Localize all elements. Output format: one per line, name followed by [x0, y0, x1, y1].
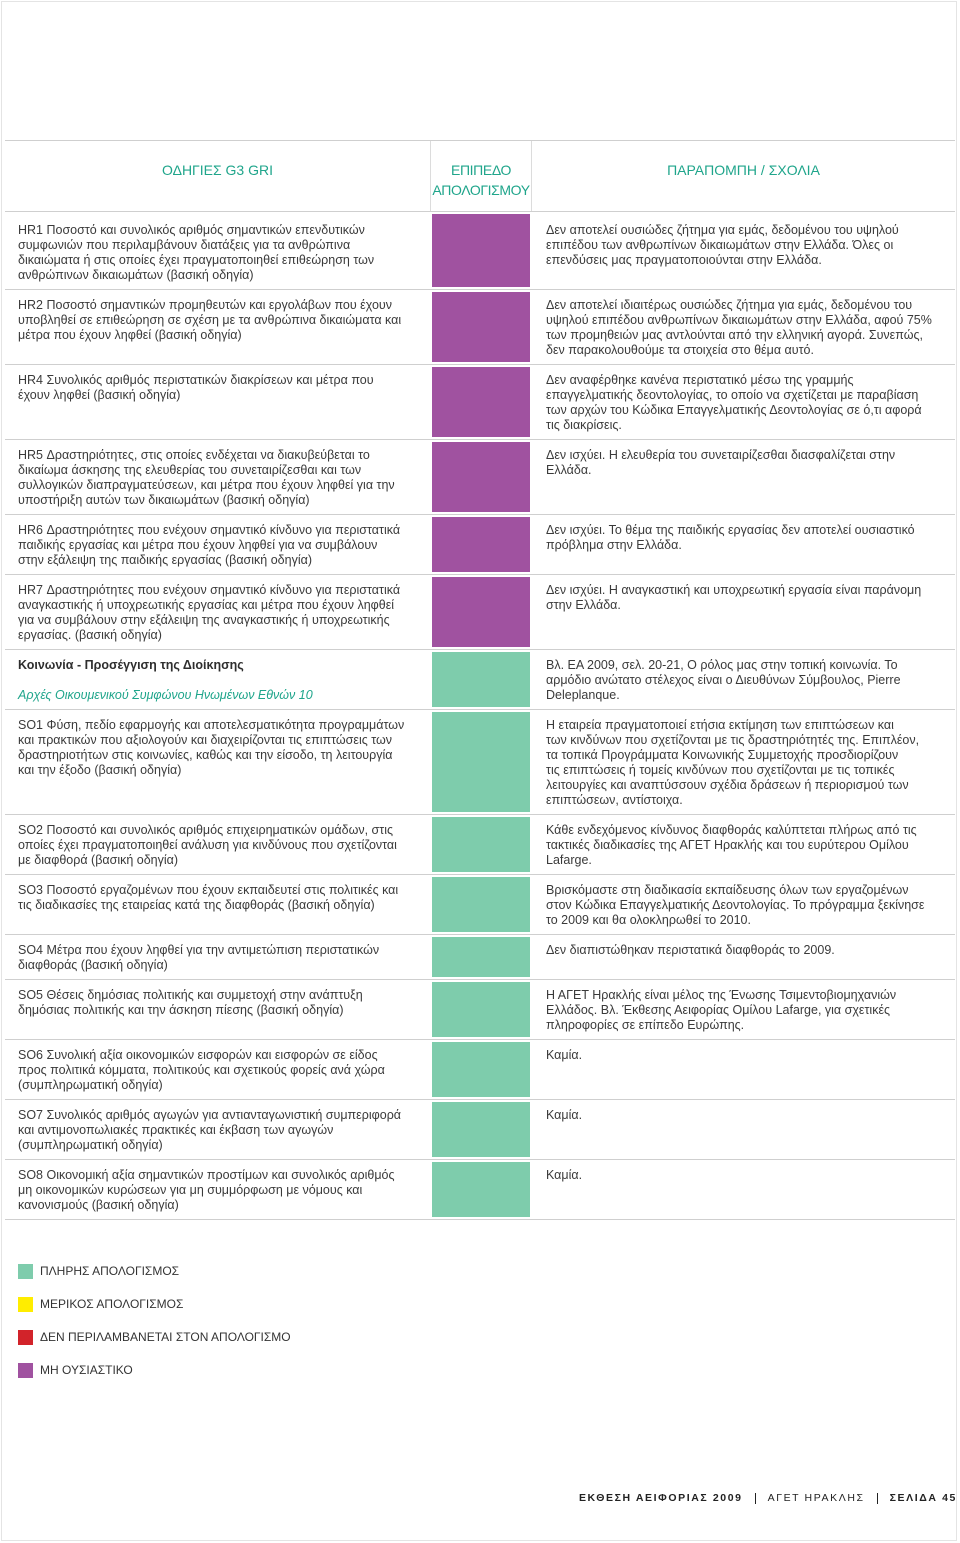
legend-label: ΠΛΗΡΗΣ ΑΠΟΛΟΓΙΣΜΟΣ — [40, 1264, 180, 1278]
level-cell — [430, 935, 532, 979]
indicator-text: SO1 Φύση, πεδίο εφαρμογής και αποτελεσματικότητα προγραμμάτων και πρακτικών που αξιολογούν και διαχειρίζονται τις επιπτώσεις των δραστηριοτήτων στις κοινωνίες, καθώς και την είσοδο, τη λειτουργία και την έξοδο (βασική οδηγία) — [18, 718, 405, 777]
legend-swatch — [18, 1264, 33, 1279]
legend-swatch — [18, 1297, 33, 1312]
indicator-cell — [5, 650, 430, 709]
comment-text: Δεν ισχύει. Η ελευθερία του συνεταιρίζεσθαι διασφαλίζεται στην Ελλάδα. — [546, 448, 896, 477]
comment-text: Η ΑΓΕΤ Ηρακλής είναι μέλος της Ένωσης Τσιμεντοβιομηχανιών Ελλάδος. Βλ. Έκθεσης Αειφορίας Ομίλου Lafarge, για σχετικές πληροφορίες σε επίπεδο Ευρώπης. — [546, 988, 897, 1032]
indicator-text: SO2 Ποσοστό και συνολικός αριθμός επιχειρηματικών ομάδων, στις οποίες έχει πραγματοποιηθεί ανάλυση για κινδύνους που σχετίζονται με διαφθορά (βασική οδηγία) — [18, 823, 397, 867]
table-row — [5, 290, 955, 365]
level-block — [432, 817, 530, 872]
comment-text: Κάθε ενδεχόμενος κίνδυνος διαφθοράς καλύπτεται πλήρως από τις τακτικές διαδικασίες της ΑΓΕΤ Ηρακλής και του ευρύτερου Ομίλου Lafarge. — [546, 823, 917, 867]
level-cell — [430, 290, 532, 364]
level-cell — [430, 515, 532, 574]
legend — [18, 1264, 291, 1396]
level-cell — [430, 1100, 532, 1159]
legend-swatch — [18, 1330, 33, 1345]
indicator-text: HR6 Δραστηριότητες που ενέχουν σημαντικό κίνδυνο για περιστατικά παιδικής εργασίας και μέτρα που έχουν ληφθεί για να συμβάλουν στην εξάλειψη της παιδικής εργασίας (βασική οδηγία) — [18, 523, 401, 567]
comment-text: Δεν αποτελεί ουσιώδες ζήτημα για εμάς, δεδομένου του υψηλού επιπέδου των ανθρωπίνων δικαιωμάτων στην Ελλάδα. Όλες οι επενδύσεις μας πραγματοποιούνται στην Ελλάδα. — [546, 223, 899, 267]
legend-item — [18, 1264, 291, 1279]
indicator-text: HR2 Ποσοστό σημαντικών προμηθευτών και εργολάβων που έχουν υποβληθεί σε επιθεώρηση σε σχέση με τα ανθρώπινα δικαιώματα και μέτρα που έχουν ληφθεί (βασική οδηγία) — [18, 298, 402, 342]
indicator-text: SO3 Ποσοστό εργαζομένων που έχουν εκπαιδευτεί στις πολιτικές και τις διαδικασίες της εταιρείας κατά της διαφθοράς (βασική οδηγία) — [18, 883, 399, 912]
level-block — [432, 982, 530, 1037]
level-block — [432, 577, 530, 647]
legend-label: ΔΕΝ ΠΕΡΙΛΑΜΒΑΝΕΤΑΙ ΣΤΟΝ ΑΠΟΛΟΓΙΣΜΟ — [40, 1330, 291, 1344]
legend-label: ΜΕΡΙΚΟΣ ΑΠΟΛΟΓΙΣΜΟΣ — [40, 1297, 184, 1311]
comment-text: Καμία. — [546, 1168, 583, 1182]
footer-separator — [755, 1493, 756, 1504]
comment-text: Η εταιρεία πραγματοποιεί ετήσια εκτίμηση των επιπτώσεων και των κινδύνων που σχετίζονται με τις δραστηριότητές της. Επιπλέον, τα τοπικά Προγράμματα Κοινωνικής Συμμετοχής προσδιορίζουν τις επιπτώσεις ή τομείς κινδύνων που σχετίζονται με τις τοπικές λειτουργίες και αναπτύσσουν σχέδια δράσεων ή περιορισμού των επιπτώσεων, αντίστοιχα. — [546, 718, 920, 807]
comment-text: Δεν ισχύει. Το θέμα της παιδικής εργασίας δεν αποτελεί ουσιαστικό πρόβλημα στην Ελλάδα. — [546, 523, 915, 552]
comment-text: Δεν αποτελεί ιδιαιτέρως ουσιώδες ζήτημα για εμάς, δεδομένου του υψηλού επιπέδου ανθρωπίνων δικαιωμάτων στην Ελλάδα, αφού 75% των προμηθειών μας αντλούνται από την ελληνική αγορά. Συνεπώς, δεν παρακολουθούμε τα στοιχεία στο θέμα αυτό. — [546, 298, 932, 357]
level-block — [432, 877, 530, 932]
indicator-text: SO4 Μέτρα που έχουν ληφθεί για την αντιμετώπιση περιστατικών διαφθοράς (βασική οδηγία) — [18, 943, 380, 972]
section-title: Κοινωνία - Προσέγγιση της Διοίκησης — [18, 658, 244, 672]
level-block — [432, 367, 530, 437]
footer-report-title: ΕΚΘΕΣΗ ΑΕΙΦΟΡΙΑΣ 2009 — [578, 1492, 743, 1504]
comment-text: Καμία. — [546, 1048, 583, 1062]
table-row — [5, 815, 955, 875]
table-row — [5, 1160, 955, 1220]
section-subtitle: Αρχές Οικουμενικού Συμφώνου Ηνωμένων Εθνών 10 — [18, 688, 313, 702]
legend-item — [18, 1297, 291, 1312]
table-row — [5, 710, 955, 815]
table-row — [5, 980, 955, 1040]
header-level: ΕΠΙΠΕΔΟ ΑΠΟΛΟΓΙΣΜΟΥ — [430, 141, 532, 211]
header-guidelines: ΟΔΗΓΙΕΣ G3 GRI — [162, 162, 273, 178]
level-block — [432, 292, 530, 362]
level-block — [432, 937, 530, 977]
gri-table — [5, 140, 955, 1220]
footer-separator — [877, 1493, 878, 1504]
level-cell — [430, 875, 532, 934]
level-block — [432, 652, 530, 707]
indicator-text: SO6 Συνολική αξία οικονομικών εισφορών και εισφορών σε είδος προς πολιτικά κόμματα, πολιτικούς και σχετικούς φορείς ανά χώρα (συμπληρωματική οδηγία) — [18, 1048, 385, 1092]
table-row — [5, 515, 955, 575]
table-row — [5, 1100, 955, 1160]
level-cell — [430, 710, 532, 814]
legend-item — [18, 1363, 291, 1378]
legend-swatch — [18, 1363, 33, 1378]
level-cell — [430, 440, 532, 514]
table-row — [5, 875, 955, 935]
level-cell — [430, 980, 532, 1039]
table-row — [5, 575, 955, 650]
comment-text: Δεν αναφέρθηκε κανένα περιστατικό μέσω της γραμμής επαγγελματικής δεοντολογίας, το οποίο να σχετίζεται με παραβίαση των αρχών του Κώδικα Επαγγελματικής Δεοντολογίας σε ό,τι αφορά τις διακρίσεις. — [546, 373, 922, 432]
page-footer — [579, 1490, 957, 1506]
level-block — [432, 214, 530, 287]
comment-text: Δεν διαπιστώθηκαν περιστατικά διαφθοράς το 2009. — [546, 943, 835, 957]
comment-text: Καμία. — [546, 1108, 583, 1122]
level-block — [432, 1042, 530, 1097]
comment-text: Δεν ισχύει. Η αναγκαστική και υποχρεωτική εργασία είναι παράνομη στην Ελλάδα. — [546, 583, 922, 612]
table-header-row — [5, 141, 955, 212]
table-row — [5, 212, 955, 290]
footer-page-number: ΣΕΛΙΔΑ 45 — [889, 1492, 957, 1504]
legend-label: ΜΗ ΟΥΣΙΑΣΤΙΚΟ — [40, 1363, 133, 1377]
indicator-text: HR1 Ποσοστό και συνολικός αριθμός σημαντικών επενδυτικών συμφωνιών που περιλαμβάνουν διατάξεις για τα ανθρώπινα δικαιώματα ή στις οποίες έχει πραγματοποιηθεί επιθεώρηση των ανθρώπινων δικαιωμάτων (βασική οδηγία) — [18, 223, 375, 282]
indicator-text: HR7 Δραστηριότητες που ενέχουν σημαντικό κίνδυνο για περιστατικά αναγκαστικής ή υποχρεωτικής εργασίας και μέτρα που έχουν ληφθεί για να συμβάλουν στην εξάλειψη της αναγκαστικής ή υποχρεωτικής εργασίας. (βασική οδηγία) — [18, 583, 401, 642]
level-block — [432, 517, 530, 572]
legend-item — [18, 1330, 291, 1345]
comment-text: Βρισκόμαστε στη διαδικασία εκπαίδευσης όλων των εργαζομένων στον Κώδικα Επαγγελματικής Δεοντολογίας. Το πρόγραμμα ξεκίνησε το 2009 και θα ολοκληρωθεί το 2010. — [546, 883, 925, 927]
table-row — [5, 1040, 955, 1100]
indicator-text: SO5 Θέσεις δημόσιας πολιτικής και συμμετοχή στην ανάπτυξη δημόσιας πολιτικής και την άσκηση πίεσης (βασική οδηγία) — [18, 988, 363, 1017]
indicator-text: HR4 Συνολικός αριθμός περιστατικών διακρίσεων και μέτρα που έχουν ληφθεί (βασική οδηγία) — [18, 373, 374, 402]
comment-text: Βλ. ΕΑ 2009, σελ. 20-21, Ο ρόλος μας στην τοπική κοινωνία. Το αρμόδιο ανώτατο στέλεχος είναι ο Διευθύνων Σύμβουλος, Pierre Deleplanque. — [546, 658, 901, 702]
level-block — [432, 1102, 530, 1157]
level-cell — [430, 575, 532, 649]
header-reference: ΠΑΡΑΠΟΜΠΗ / ΣΧΟΛΙΑ — [667, 162, 820, 178]
level-cell — [430, 1160, 532, 1219]
table-row — [5, 365, 955, 440]
level-block — [432, 1162, 530, 1217]
table-row — [5, 650, 955, 710]
indicator-text: HR5 Δραστηριότητες, στις οποίες ενδέχεται να διακυβεύβεται το δικαίωμα άσκησης της ελευθερίας του συνεταιρίζεσθαι και των συλλογικών διαπραγματεύσεων, και μέτρα που έχουν ληφθεί για την υποστήριξη αυτών των δικαιωμάτων (βασική οδηγία) — [18, 448, 395, 507]
level-cell — [430, 815, 532, 874]
level-cell — [430, 650, 532, 709]
indicator-text: SO7 Συνολικός αριθμός αγωγών για αντιανταγωνιστική συμπεριφορά και αντιμονοπωλιακές πρακτικές και έκβαση των αγωγών (συμπληρωματική οδηγία) — [18, 1108, 402, 1152]
level-cell — [430, 365, 532, 439]
level-cell — [430, 1040, 532, 1099]
level-block — [432, 442, 530, 512]
table-row — [5, 935, 955, 980]
level-cell — [430, 212, 532, 289]
level-block — [432, 712, 530, 812]
indicator-text: SO8 Οικονομική αξία σημαντικών προστίμων και συνολικός αριθμός μη οικονομικών κυρώσεων για μη συμμόρφωση με νόμους και κανονισμούς (βασική οδηγία) — [18, 1168, 395, 1212]
footer-company: ΑΓΕΤ ΗΡΑΚΛΗΣ — [767, 1492, 865, 1504]
table-row — [5, 440, 955, 515]
